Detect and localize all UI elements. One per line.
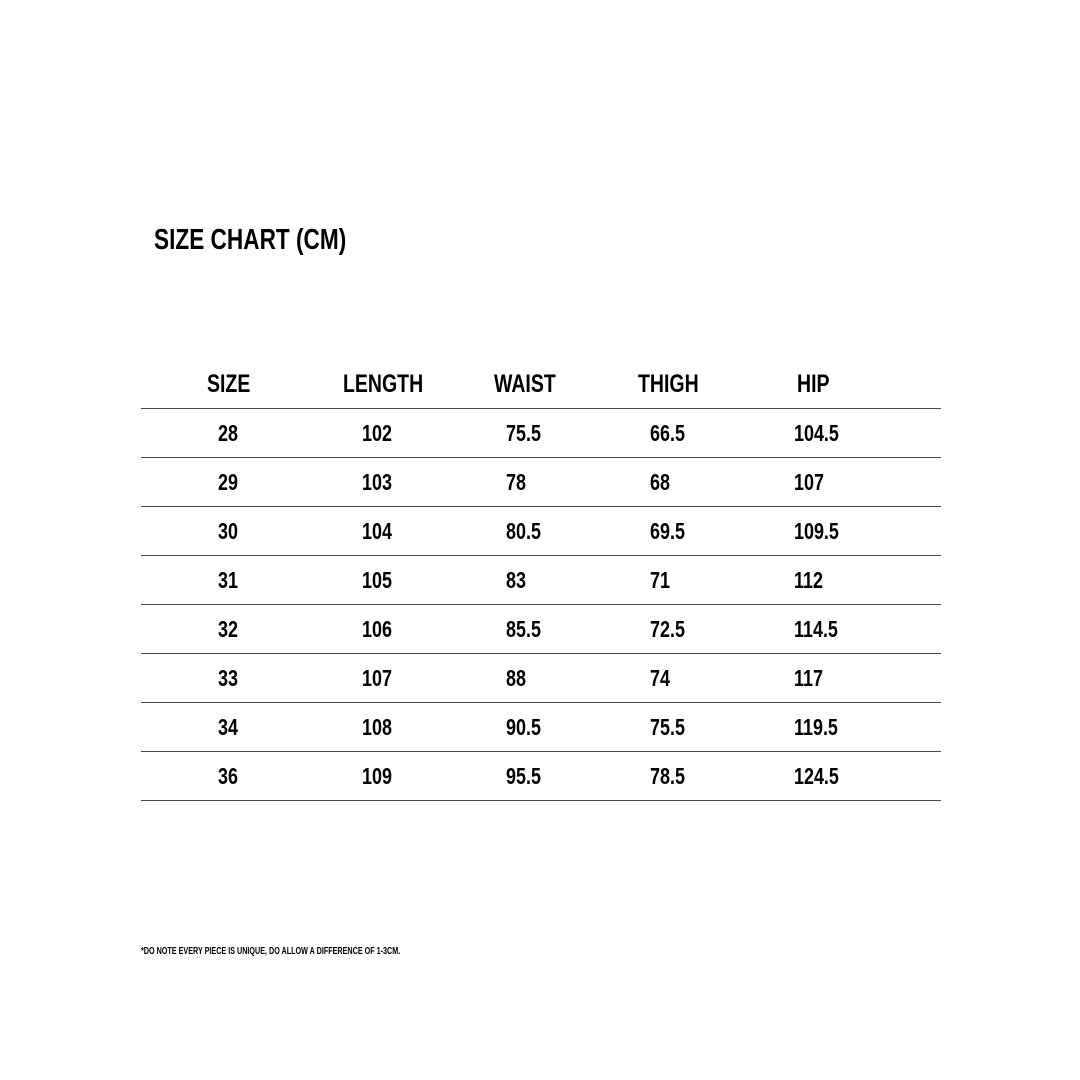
cell-size: 36 (218, 762, 238, 789)
cell-waist: 85.5 (506, 615, 541, 642)
table-row (141, 458, 941, 507)
cell-waist: 80.5 (506, 517, 541, 544)
cell-hip: 124.5 (794, 762, 839, 789)
table-row (141, 752, 941, 801)
cell-waist: 95.5 (506, 762, 541, 789)
cell-waist: 75.5 (506, 419, 541, 446)
cell-size: 29 (218, 468, 238, 495)
cell-length: 107 (362, 664, 392, 691)
cell-hip: 104.5 (794, 419, 839, 446)
table-header-row (141, 360, 941, 409)
cell-hip: 109.5 (794, 517, 839, 544)
cell-hip: 112 (794, 566, 823, 593)
cell-size: 32 (218, 615, 238, 642)
cell-length: 108 (362, 713, 392, 740)
table-row (141, 556, 941, 605)
table-row (141, 409, 941, 458)
cell-size: 33 (218, 664, 238, 691)
cell-length: 103 (362, 468, 392, 495)
cell-length: 102 (362, 419, 392, 446)
cell-thigh: 68 (650, 468, 670, 495)
cell-size: 34 (218, 713, 238, 740)
cell-size: 28 (218, 419, 238, 446)
footnote: *DO NOTE EVERY PIECE IS UNIQUE, DO ALLOW A DIFFERENCE OF 1-3CM. (141, 946, 401, 957)
cell-length: 105 (362, 566, 392, 593)
cell-waist: 90.5 (506, 713, 541, 740)
size-chart-table (141, 360, 941, 801)
table-row (141, 605, 941, 654)
cell-thigh: 69.5 (650, 517, 685, 544)
cell-thigh: 66.5 (650, 419, 685, 446)
cell-hip: 117 (794, 664, 823, 691)
cell-thigh: 72.5 (650, 615, 685, 642)
header-length: LENGTH (343, 369, 424, 398)
cell-thigh: 74 (650, 664, 670, 691)
table-row (141, 654, 941, 703)
header-thigh: THIGH (638, 369, 699, 398)
cell-waist: 78 (506, 468, 526, 495)
cell-thigh: 78.5 (650, 762, 685, 789)
page-title: SIZE CHART (CM) (154, 224, 347, 256)
table-row (141, 703, 941, 752)
header-waist: WAIST (494, 369, 556, 398)
table-row (141, 507, 941, 556)
cell-length: 109 (362, 762, 392, 789)
cell-hip: 114.5 (794, 615, 838, 642)
cell-length: 106 (362, 615, 392, 642)
cell-hip: 119.5 (794, 713, 838, 740)
cell-hip: 107 (794, 468, 824, 495)
cell-thigh: 71 (650, 566, 670, 593)
cell-waist: 88 (506, 664, 526, 691)
cell-length: 104 (362, 517, 392, 544)
cell-size: 30 (218, 517, 238, 544)
header-size: SIZE (207, 369, 251, 398)
cell-thigh: 75.5 (650, 713, 685, 740)
header-hip: HIP (797, 369, 830, 398)
cell-waist: 83 (506, 566, 526, 593)
cell-size: 31 (218, 566, 238, 593)
